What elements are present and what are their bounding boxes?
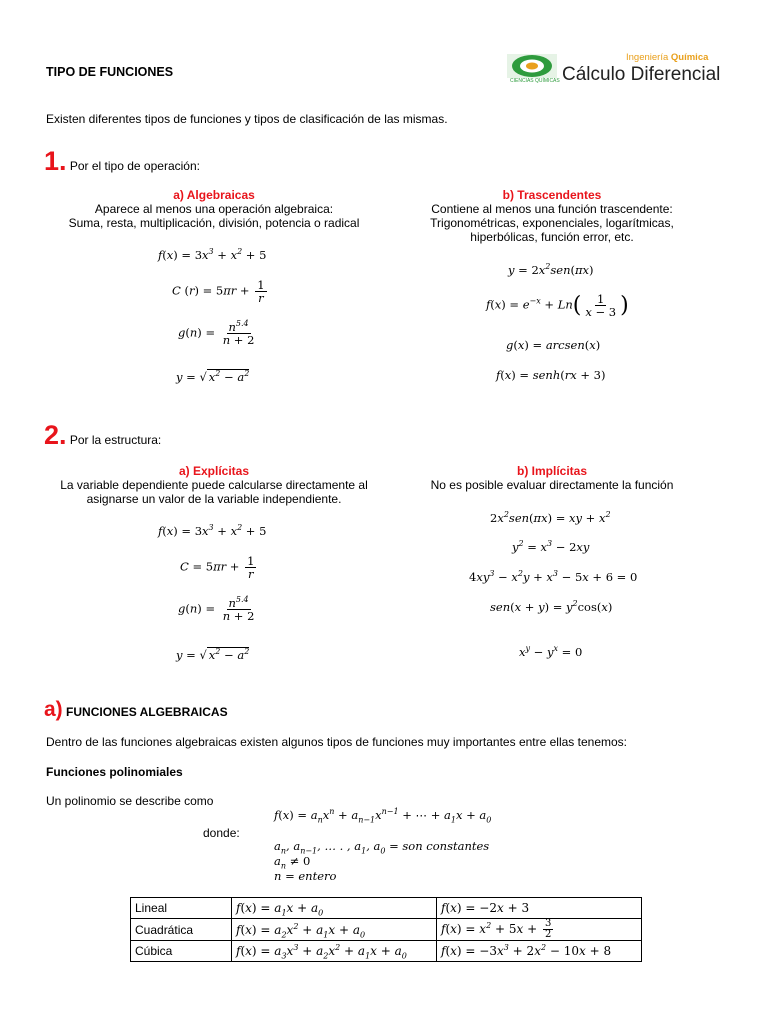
equation: $f(x) = a_nx^n + a_{n-1}x^{n-1}$ + ⋯ + $a_1x + a_0$ (274, 807, 492, 825)
row-label: Cúbica (131, 941, 232, 962)
equation: $sen(x + y) = y^2\cos(x)$ (490, 599, 613, 614)
equation: f(x) = senh(rx + 3) (496, 368, 606, 382)
trascendentes-title: b) Trascendentes (502, 188, 602, 202)
equation: $x^y - y^x = 0$ (519, 644, 583, 659)
equation: $y^2 = x^3 - 2xy$ (512, 539, 590, 554)
table-row (131, 919, 642, 941)
equation: $a_n \ne 0$ (274, 854, 311, 871)
polinomiales-subtitle: Funciones polinomiales (46, 765, 183, 779)
implicitas-desc1: No es posible evaluar directamente la función (430, 478, 674, 492)
equation: $a_n$, $a_{n-1}$, … . , $a_1$, $a_0$ = son constantes (274, 839, 490, 856)
brand-line1 (626, 52, 708, 63)
logo-caption: CIENCIAS QUÍMICAS (510, 78, 560, 84)
equation: C = 5πr + $\frac{1}{r}$ (180, 554, 255, 581)
polinomio-text: Un polinomio se describe como (46, 794, 214, 808)
trascendentes-desc3: hiperbólicas, función error, etc. (470, 230, 634, 244)
section2-heading (44, 422, 161, 449)
equation: $f(x) = 3x^3 + x^2 + 5$ (158, 523, 267, 538)
section2-label: Por la estructura: (69, 433, 162, 447)
equation: y = √ $x^2 - a^2$ (176, 369, 250, 384)
trascendentes-desc1: Contiene al menos una función trascendente: (431, 202, 673, 216)
intro-text: Existen diferentes tipos de funciones y tipos de clasificación de las mismas. (46, 112, 448, 126)
row-label: Lineal (131, 898, 232, 919)
sectionA-intro: Dentro de las funciones algebraicas existen algunos tipos de funciones muy importantes entre ellas tenemos: (46, 735, 627, 749)
section1-heading (44, 148, 200, 175)
equation: $f(x) = 3x^3 + x^2 + 5$ (158, 247, 267, 262)
sectionA-letter: a) (44, 698, 63, 721)
equation: $4xy^3 - x^2y + x^3 - 5x + 6 = 0$ (469, 569, 638, 584)
explicitas-title: a) Explícitas (178, 464, 250, 478)
donde-text: donde: (203, 826, 240, 840)
section1-col-b (382, 188, 722, 244)
brand-title: Cálculo Diferencial (562, 64, 721, 85)
algebraicas-title: a) Algebraicas (173, 188, 255, 202)
row-label: Cuadrática (131, 919, 232, 941)
table-cell: $f(x) = -3x^3 + 2x^2 - 10x + 8$ (437, 941, 642, 962)
page-title: TIPO DE FUNCIONES (46, 65, 174, 79)
section1-label: Por el tipo de operación: (69, 159, 200, 173)
equation: g(x) = arcsen(x) (506, 338, 601, 352)
equation: C (r) = 5πr + $\frac{1}{r}$ (172, 278, 265, 305)
algebraicas-desc2: Suma, resta, multiplicación, división, potencia o radical (68, 216, 360, 230)
section1-number: 1. (44, 146, 67, 176)
explicitas-desc2: asignarse un valor de la variable independiente. (86, 492, 342, 506)
table-cell: $f(x) = a_1x + a_0$ (232, 898, 437, 919)
table-cell: f(x) = −2x + 3 (437, 898, 642, 919)
brand-word-2: Química (670, 52, 709, 63)
equation: $y = 2x^2sen(\pi x)$ (508, 262, 594, 277)
section2-col-b (382, 464, 722, 492)
sectionA-heading (44, 696, 228, 723)
equation: g(n) = $\frac{n^{5.4}}{n + 2}$ (178, 319, 255, 347)
table-cell: $f(x) = a_2x^2 + a_1x + a_0$ (232, 919, 437, 941)
equation: g(n) = $\frac{n^{5.4}}{n + 2}$ (178, 595, 255, 623)
algebraicas-desc1: Aparece al menos una operación algebraica: (94, 202, 334, 216)
explicitas-desc1: La variable dependiente puede calcularse directamente al (60, 478, 368, 492)
brand-word-1: Ingeniería (626, 52, 669, 63)
implicitas-title: b) Implícitas (516, 464, 587, 478)
trascendentes-desc2: Trigonométricas, exponenciales, logarítmicas, (430, 216, 674, 230)
table-cell: $f(x) = a_3x^3 + a_2x^2 + a_1x + a_0$ (232, 941, 437, 962)
section2-col-a (44, 464, 384, 506)
sectionA-title: FUNCIONES ALGEBRAICAS (66, 705, 228, 719)
table-row (131, 898, 642, 919)
section2-number: 2. (44, 420, 67, 450)
equation: $f(x) = e^{-x} + Ln$( $\frac{1}{x - 3}$ ) (486, 292, 629, 319)
polynomial-table (130, 897, 642, 962)
equation: n = entero (274, 869, 337, 883)
equation: y = √ $x^2 - a^2$ (176, 647, 250, 662)
section1-col-a (44, 188, 384, 230)
header-logo (506, 50, 734, 90)
equation: $2x^2sen(\pi x)$ = xy + $x^2$ (490, 510, 611, 525)
table-cell: $f(x) = x^2 + 5x$ + $\frac{3}{2}$ (437, 919, 642, 941)
table-row (131, 941, 642, 962)
